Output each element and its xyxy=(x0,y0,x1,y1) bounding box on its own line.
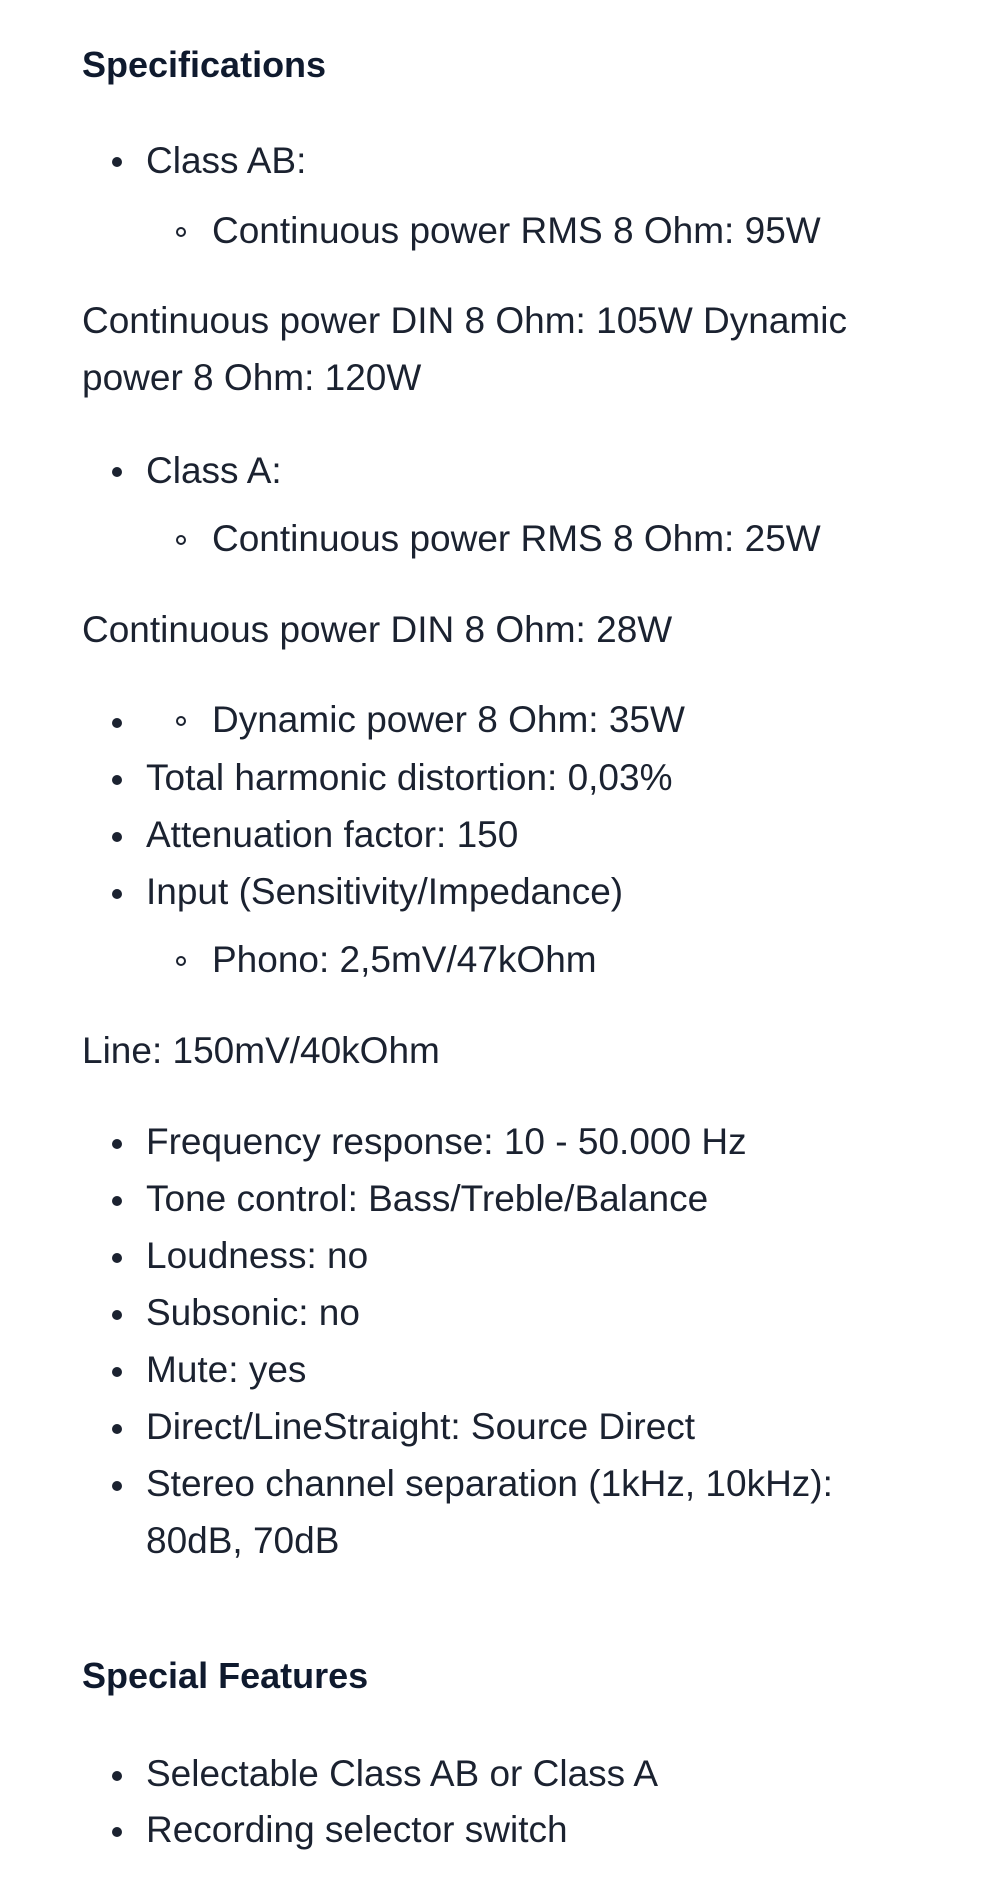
class-ab-label: Class AB: xyxy=(146,140,307,181)
bullet-dot xyxy=(112,467,122,477)
bullet-dot xyxy=(112,1253,122,1263)
sub-bullet-circle xyxy=(176,716,186,726)
bullet-dot xyxy=(112,1139,122,1149)
phono: Phono: 2,5mV/47kOhm xyxy=(212,939,597,980)
separation-line1: Stereo channel separation (1kHz, 10kHz): xyxy=(146,1463,833,1504)
class-a-label: Class A: xyxy=(146,450,282,491)
thd: Total harmonic distortion: 0,03% xyxy=(146,757,673,798)
specifications-heading: Specifications xyxy=(82,44,327,85)
special-features-heading: Special Features xyxy=(82,1655,369,1696)
sub-bullet-circle xyxy=(176,227,186,237)
input: Input (Sensitivity/Impedance) xyxy=(146,871,624,912)
direct: Direct/LineStraight: Source Direct xyxy=(146,1406,696,1447)
class-a-rms: Continuous power RMS 8 Ohm: 25W xyxy=(212,518,821,559)
mute: Mute: yes xyxy=(146,1349,307,1390)
bullet-dot xyxy=(112,1827,122,1837)
feature-item: Selectable Class AB or Class A xyxy=(146,1753,659,1794)
bullet-dot xyxy=(112,775,122,785)
line: Line: 150mV/40kOhm xyxy=(82,1030,440,1071)
frequency: Frequency response: 10 - 50.000 Hz xyxy=(146,1121,747,1162)
sub-bullet-circle xyxy=(176,535,186,545)
bullet-dot xyxy=(112,157,122,167)
bullet-dot xyxy=(112,1481,122,1491)
class-a-din: Continuous power DIN 8 Ohm: 28W xyxy=(82,609,673,650)
class-a-dynamic: Dynamic power 8 Ohm: 35W xyxy=(212,699,685,740)
feature-item: Recording selector switch xyxy=(146,1809,568,1850)
bullet-dot xyxy=(112,1367,122,1377)
attenuation: Attenuation factor: 150 xyxy=(146,814,519,855)
bullet-dot xyxy=(112,1310,122,1320)
separation-line2: 80dB, 70dB xyxy=(146,1520,340,1561)
bullet-dot xyxy=(112,889,122,899)
class-ab-rms: Continuous power RMS 8 Ohm: 95W xyxy=(212,210,821,251)
bullet-dot xyxy=(112,1771,122,1781)
bullet-dot xyxy=(112,718,122,728)
class-ab-paragraph-line1: Continuous power DIN 8 Ohm: 105W Dynamic xyxy=(82,300,847,341)
subsonic: Subsonic: no xyxy=(146,1292,360,1333)
loudness: Loudness: no xyxy=(146,1235,369,1276)
bullet-dot xyxy=(112,832,122,842)
bullet-dot xyxy=(112,1196,122,1206)
class-ab-paragraph-line2: power 8 Ohm: 120W xyxy=(82,357,422,398)
tone: Tone control: Bass/Treble/Balance xyxy=(146,1178,709,1219)
bullet-dot xyxy=(112,1424,122,1434)
sub-bullet-circle xyxy=(176,956,186,966)
